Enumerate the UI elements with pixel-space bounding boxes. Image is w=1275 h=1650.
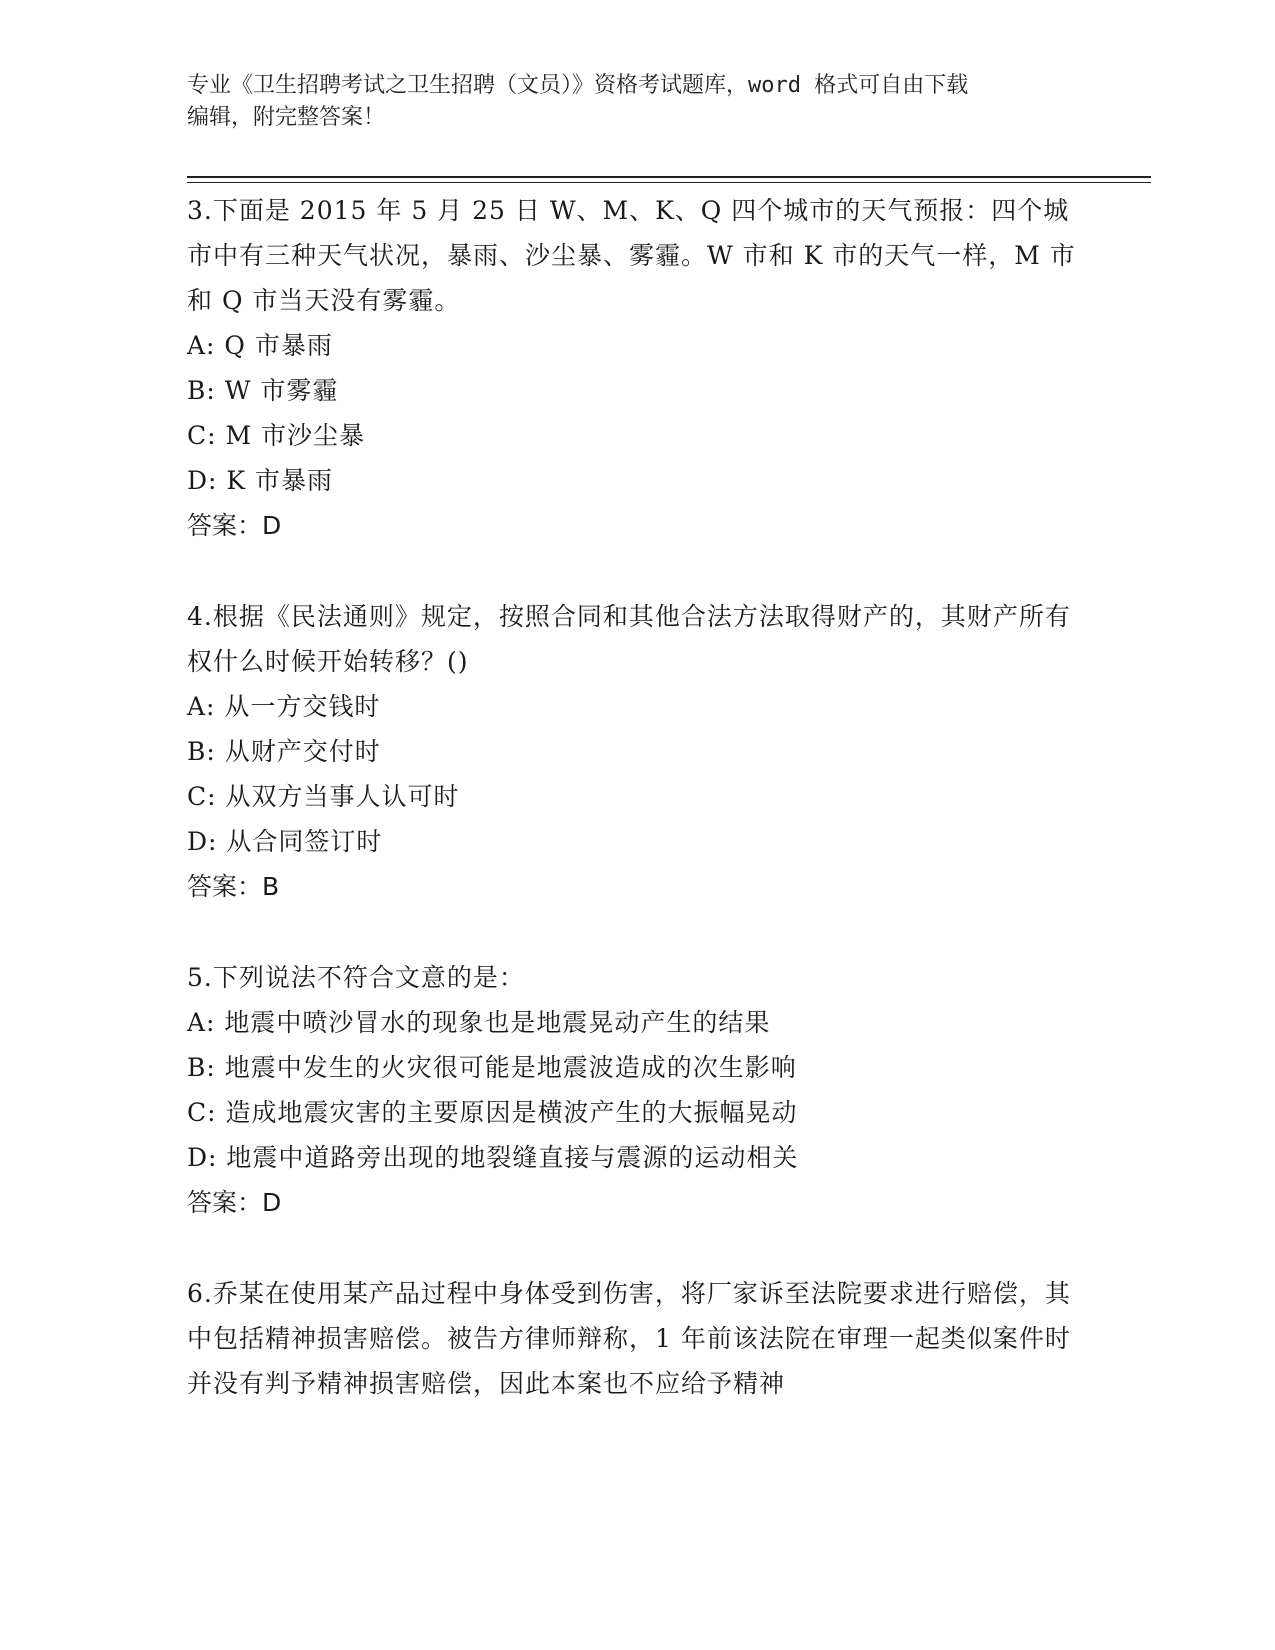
spacer [187,909,1087,955]
question-text: 6.乔某在使用某产品过程中身体受到伤害，将厂家诉至法院要求进行赔偿，其中包括精神损害赔偿。被告方律师辩称，1 年前该法院在审理一起类似案件时并没有判予精神损害赔偿，因此本案也不应给予精神 [187,1279,1071,1398]
option-d: D: 从合同签订时 [187,827,383,856]
spacer [187,1225,1087,1271]
option-a: A: 地震中喷沙冒水的现象也是地震晃动产生的结果 [187,1008,771,1037]
option-c: C: M 市沙尘暴 [187,421,366,450]
answer: 答案：B [187,872,280,901]
option-b: B: 从财产交付时 [187,737,381,766]
question-4 [187,594,1087,909]
spacer [187,548,1087,594]
header-line-1: 专业《卫生招聘考试之卫生招聘（文员）》资格考试题库，word 格式可自由下载 [187,73,969,98]
option-c: C: 造成地震灾害的主要原因是横波产生的大振幅晃动 [187,1098,798,1127]
option-b: B: W 市雾霾 [187,376,339,405]
question-6 [187,1271,1087,1406]
option-a: A: 从一方交钱时 [187,692,381,721]
question-text: 5.下列说法不符合文意的是： [187,963,525,992]
question-text: 4.根据《民法通则》规定，按照合同和其他合法方法取得财产的，其财产所有权什么时候开始转移？() [187,602,1071,676]
header-divider-thick [187,176,1151,178]
question-3 [187,188,1087,548]
answer: 答案：D [187,1188,282,1217]
header-divider-thin [187,182,1151,183]
option-c: C: 从双方当事人认可时 [187,782,460,811]
question-text: 3.下面是 2015 年 5 月 25 日 W、M、K、Q 四个城市的天气预报：四个城市中有三种天气状况，暴雨、沙尘暴、雾霾。W 市和 K 市的天气一样，M 市和 Q 市当天没有雾霾。 [187,196,1076,315]
header-line-2: 编辑，附完整答案！ [187,105,386,130]
option-a: A: Q 市暴雨 [187,331,333,360]
option-b: B: 地震中发生的火灾很可能是地震波造成的次生影响 [187,1053,797,1082]
option-d: D: 地震中道路旁出现的地裂缝直接与震源的运动相关 [187,1143,799,1172]
question-5 [187,955,1087,1225]
question-list [187,188,1087,1406]
answer: 答案：D [187,511,282,540]
option-d: D: K 市暴雨 [187,466,334,495]
document-header [187,70,1067,134]
